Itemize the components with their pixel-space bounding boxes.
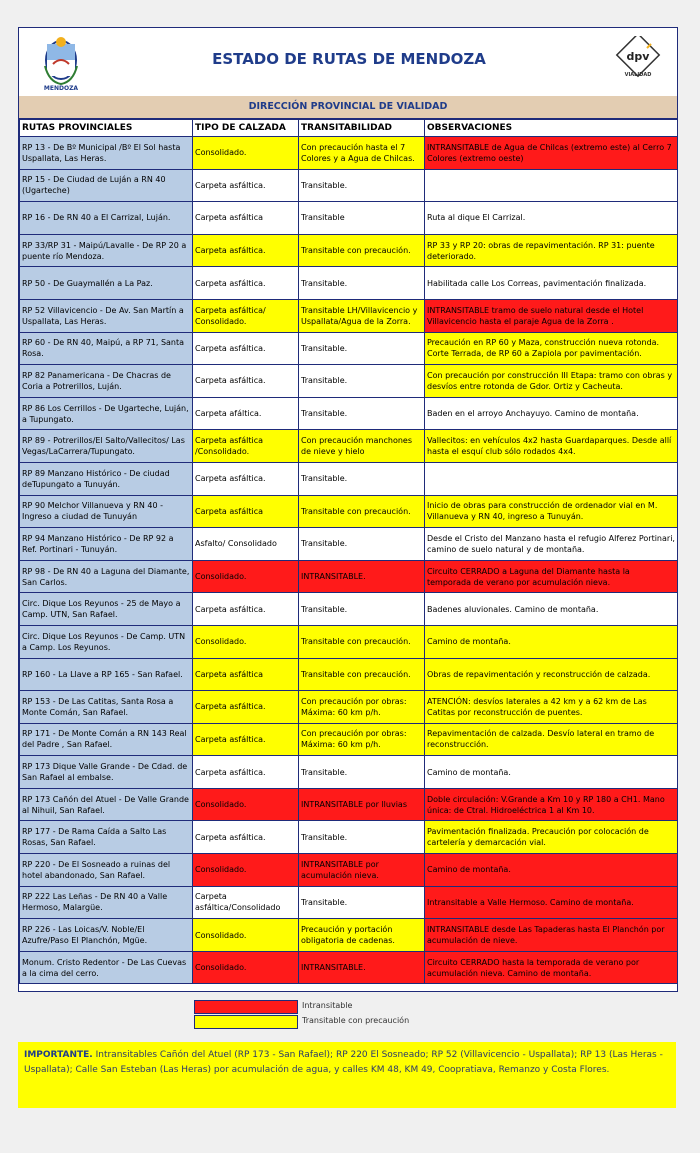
column-header-observaciones: OBSERVACIONES (425, 120, 678, 137)
table-row (20, 886, 678, 919)
route-name-cell: RP 220 - De El Sosneado a ruinas del hotel abandonado, San Rafael. (20, 854, 193, 887)
surface-type-cell: Carpeta asfáltica. (193, 332, 299, 365)
transitability-cell: Transitable. (299, 332, 425, 365)
table-row (20, 593, 678, 626)
route-name-cell: RP 98 - De RN 40 a Laguna del Diamante, San Carlos. (20, 560, 193, 593)
observations-cell: Ruta al dique El Carrizal. (425, 202, 678, 235)
table-row (20, 462, 678, 495)
table-row (20, 365, 678, 398)
route-name-cell: RP 173 Dique Valle Grande - De Cdad. de San Rafael al embalse. (20, 756, 193, 789)
transitability-cell: Transitable. (299, 528, 425, 561)
surface-type-cell: Carpeta asfáltica/Consolidado (193, 886, 299, 919)
observations-cell: Badenes aluvionales. Camino de montaña. (425, 593, 678, 626)
surface-type-cell: Consolidado. (193, 951, 299, 984)
surface-type-cell: Carpeta asfáltica. (193, 593, 299, 626)
transitability-cell: Con precaución por obras: Máxima: 60 km p/h. (299, 691, 425, 724)
observations-cell: Habilitada calle Los Correas, pavimentación finalizada. (425, 267, 678, 300)
transitability-cell: INTRANSITABLE. (299, 951, 425, 984)
mendoza-logo-label: MENDOZA (43, 85, 79, 92)
agency-subheader: DIRECCIÓN PROVINCIAL DE VIALIDAD (19, 96, 677, 119)
transitability-cell: INTRANSITABLE por acumulación nieva. (299, 854, 425, 887)
route-name-cell: RP 50 - De Guaymallén a La Paz. (20, 267, 193, 300)
table-row (20, 625, 678, 658)
table-row (20, 821, 678, 854)
observations-cell: Repavimentación de calzada. Desvío lateral en tramo de reconstrucción. (425, 723, 678, 756)
surface-type-cell: Carpeta asfáltica. (193, 365, 299, 398)
transitability-cell: Transitable. (299, 886, 425, 919)
observations-cell (425, 462, 678, 495)
route-name-cell: RP 33/RP 31 - Maipú/Lavalle - De RP 20 a puente río Mendoza. (20, 234, 193, 267)
transitability-cell: Transitable. (299, 365, 425, 398)
column-header-rutas: RUTAS PROVINCIALES (20, 120, 193, 137)
surface-type-cell: Carpeta asfáltica. (193, 756, 299, 789)
legend-swatch-precaucion (194, 1015, 298, 1029)
observations-cell: Camino de montaña. (425, 854, 678, 887)
important-note-text: Intransitables Cañón del Atuel (RP 173 - San Rafael); RP 220 El Sosneado; RP 52 (Villavicencio - Uspallata); RP 13 (Las Heras - Uspallata); Calle San Esteban (Las Heras) por acumulación de agua, y calles KM 48, KM 49, Coopratiava, Remanzo y Costa Flores. (24, 1050, 663, 1075)
route-status-document (18, 27, 678, 992)
table-row (20, 299, 678, 332)
table-row (20, 169, 678, 202)
table-row (20, 560, 678, 593)
observations-cell: Baden en el arroyo Anchayuyo. Camino de montaña. (425, 397, 678, 430)
route-name-cell: RP 173 Cañón del Atuel - De Valle Grande al Nihuil, San Rafael. (20, 788, 193, 821)
route-name-cell: RP 160 - La Llave a RP 165 - San Rafael. (20, 658, 193, 691)
important-note-lead: IMPORTANTE. (24, 1050, 93, 1060)
surface-type-cell: Carpeta asfáltica/ Consolidado. (193, 299, 299, 332)
observations-cell: Precaución en RP 60 y Maza, construcción nueva rotonda. Corte Terrada, de RP 60 a Zapiola por pavimentación. (425, 332, 678, 365)
table-row (20, 202, 678, 235)
route-name-cell: Monum. Cristo Redentor - De Las Cuevas a la cima del cerro. (20, 951, 193, 984)
surface-type-cell: Consolidado. (193, 788, 299, 821)
observations-cell: Pavimentación finalizada. Precaución por colocación de cartelería y demarcación vial. (425, 821, 678, 854)
column-header-transitabilidad: TRANSITABILIDAD (299, 120, 425, 137)
route-name-cell: Circ. Dique Los Reyunos - 25 de Mayo a Camp. UTN, San Rafael. (20, 593, 193, 626)
transitability-cell: Transitable. (299, 756, 425, 789)
transitability-cell: INTRANSITABLE por lluvias (299, 788, 425, 821)
transitability-cell: Transitable (299, 202, 425, 235)
route-name-cell: RP 222 Las Leñas - De RN 40 a Valle Hermoso, Malargüe. (20, 886, 193, 919)
route-name-cell: RP 16 - De RN 40 a El Carrizal, Luján. (20, 202, 193, 235)
observations-cell: Circuito CERRADO a Laguna del Diamante hasta la temporada de verano por acumulación nieva. (425, 560, 678, 593)
surface-type-cell: Carpeta asfáltica (193, 658, 299, 691)
table-row (20, 528, 678, 561)
route-name-cell: RP 89 Manzano Histórico - De ciudad deTupungato a Tunuyán. (20, 462, 193, 495)
table-row (20, 723, 678, 756)
transitability-cell: Transitable. (299, 397, 425, 430)
observations-cell: ATENCIÓN: desvíos laterales a 42 km y a 62 km de Las Catitas por reconstrucción de puentes. (425, 691, 678, 724)
column-header-calzada: TIPO DE CALZADA (193, 120, 299, 137)
dpv-logo-label: VIALIDAD (624, 72, 652, 78)
observations-cell: Camino de montaña. (425, 756, 678, 789)
table-row (20, 756, 678, 789)
table-row (20, 332, 678, 365)
route-name-cell: RP 177 - De Rama Caída a Salto Las Rosas, San Rafael. (20, 821, 193, 854)
routes-table-body (20, 137, 678, 984)
table-row (20, 267, 678, 300)
transitability-cell: Transitable con precaución. (299, 658, 425, 691)
route-name-cell: RP 171 - De Monte Comán a RN 143 Real del Padre , San Rafael. (20, 723, 193, 756)
observations-cell: INTRANSITABLE desde Las Tapaderas hasta El Planchón por acumulación de nieve. (425, 919, 678, 952)
observations-cell: RP 33 y RP 20: obras de repavimentación. RP 31: puente deteriorado. (425, 234, 678, 267)
surface-type-cell: Carpeta asfáltica. (193, 267, 299, 300)
status-legend (194, 1000, 494, 1030)
surface-type-cell: Carpeta asfáltica. (193, 169, 299, 202)
route-name-cell: RP 86 Los Cerrillos - De Ugarteche, Luján, a Tupungato. (20, 397, 193, 430)
surface-type-cell: Carpeta asfáltica. (193, 234, 299, 267)
surface-type-cell: Consolidado. (193, 625, 299, 658)
transitability-cell: Transitable. (299, 821, 425, 854)
surface-type-cell: Consolidado. (193, 919, 299, 952)
route-name-cell: RP 60 - De RN 40, Maipú, a RP 71, Santa Rosa. (20, 332, 193, 365)
transitability-cell: Transitable con precaución. (299, 495, 425, 528)
svg-text:dpv: dpv (626, 50, 650, 63)
table-row (20, 430, 678, 463)
surface-type-cell: Carpeta asfáltica. (193, 462, 299, 495)
transitability-cell: Transitable. (299, 267, 425, 300)
surface-type-cell: Consolidado. (193, 137, 299, 170)
table-row (20, 691, 678, 724)
transitability-cell: Transitable con precaución. (299, 234, 425, 267)
transitability-cell: Con precaución por obras: Máxima: 60 km p/h. (299, 723, 425, 756)
observations-cell: Obras de repavimentación y reconstrucción de calzada. (425, 658, 678, 691)
transitability-cell: INTRANSITABLE. (299, 560, 425, 593)
table-row (20, 658, 678, 691)
transitability-cell: Con precaución manchones de nieve y hielo (299, 430, 425, 463)
route-name-cell: Circ. Dique Los Reyunos - De Camp. UTN a Camp. Los Reyunos. (20, 625, 193, 658)
dpv-vialidad-logo-icon (613, 36, 663, 88)
route-name-cell: RP 90 Melchor Villanueva y RN 40 - Ingreso a ciudad de Tunuyán (20, 495, 193, 528)
surface-type-cell: Asfalto/ Consolidado (193, 528, 299, 561)
observations-cell: Vallecitos: en vehículos 4x2 hasta Guardaparques. Desde allí hasta el esquí club sólo rodados 4x4. (425, 430, 678, 463)
surface-type-cell: Consolidado. (193, 560, 299, 593)
route-name-cell: RP 15 - De Ciudad de Luján a RN 40 (Ugarteche) (20, 169, 193, 202)
table-row (20, 495, 678, 528)
important-note (18, 1042, 676, 1108)
transitability-cell: Precaución y portación obligatoria de cadenas. (299, 919, 425, 952)
transitability-cell: Transitable LH/Villavicencio y Uspallata/Agua de la Zorra. (299, 299, 425, 332)
surface-type-cell: Carpeta asfáltica. (193, 723, 299, 756)
transitability-cell: Transitable. (299, 169, 425, 202)
route-name-cell: RP 13 - De Bº Municipal /Bº El Sol hasta Uspallata, Las Heras. (20, 137, 193, 170)
observations-cell: Circuito CERRADO hasta la temporada de verano por acumulación nieva. Camino de montaña. (425, 951, 678, 984)
route-name-cell: RP 226 - Las Loicas/V. Noble/El Azufre/Paso El Planchón, Mgüe. (20, 919, 193, 952)
observations-cell: Con precaución por construcción III Etapa: tramo con obras y desvíos entre rotonda de Gdor. Ortiz y Cacheuta. (425, 365, 678, 398)
route-name-cell: RP 89 - Potrerillos/El Salto/Vallecitos/ Las Vegas/LaCarrera/Tupungato. (20, 430, 193, 463)
route-name-cell: RP 153 - De Las Catitas, Santa Rosa a Monte Comán, San Rafael. (20, 691, 193, 724)
observations-cell: Inicio de obras para construcción de ordenador vial en M. Villanueva y RN 40, ingreso a Tunuyán. (425, 495, 678, 528)
table-header-row (20, 120, 678, 137)
transitability-cell: Transitable. (299, 462, 425, 495)
surface-type-cell: Carpeta afáltica. (193, 397, 299, 430)
legend-label-intransitable: Intransitable (302, 1001, 353, 1010)
table-row (20, 137, 678, 170)
legend-swatch-intransitable (194, 1000, 298, 1014)
legend-label-precaucion: Transitable con precaución (302, 1016, 410, 1025)
table-row (20, 854, 678, 887)
surface-type-cell: Carpeta asfáltica /Consolidado. (193, 430, 299, 463)
transitability-cell: Transitable. (299, 593, 425, 626)
routes-table (19, 119, 678, 984)
legend-item-precaucion (194, 1015, 494, 1030)
observations-cell: Desde el Cristo del Manzano hasta el refugio Alferez Portinari, camino de suelo natural y de montaña. (425, 528, 678, 561)
observations-cell: Doble circulación: V.Grande a Km 10 y RP 180 a CH1. Mano única: de Ctral. Hidroeléctrica 1 al Km 10. (425, 788, 678, 821)
table-row (20, 951, 678, 984)
observations-cell: INTRANSITABLE de Agua de Chilcas (extremo este) al Cerro 7 Colores (extremo oeste) (425, 137, 678, 170)
route-name-cell: RP 94 Manzano Histórico - De RP 92 a Ref. Portinari - Tunuyán. (20, 528, 193, 561)
observations-cell: Camino de montaña. (425, 625, 678, 658)
legend-item-intransitable (194, 1000, 494, 1015)
surface-type-cell: Carpeta asfáltica (193, 202, 299, 235)
observations-cell: Intransitable a Valle Hermoso. Camino de montaña. (425, 886, 678, 919)
transitability-cell: Transitable con precaución. (299, 625, 425, 658)
surface-type-cell: Consolidado. (193, 854, 299, 887)
page-title: ESTADO DE RUTAS DE MENDOZA (212, 50, 486, 68)
mendoza-coat-of-arms-icon (39, 36, 83, 92)
table-row (20, 788, 678, 821)
table-row (20, 234, 678, 267)
route-name-cell: RP 52 Villavicencio - De Av. San Martín a Uspallata, Las Heras. (20, 299, 193, 332)
observations-cell: INTRANSITABLE tramo de suelo natural desde el Hotel Villavicencio hasta el paraje Agua de la Zorra . (425, 299, 678, 332)
document-header (19, 28, 677, 96)
surface-type-cell: Carpeta asfáltica. (193, 821, 299, 854)
table-row (20, 919, 678, 952)
route-name-cell: RP 82 Panamericana - De Chacras de Coria a Potrerillos, Luján. (20, 365, 193, 398)
observations-cell (425, 169, 678, 202)
table-row (20, 397, 678, 430)
surface-type-cell: Carpeta asfáltica. (193, 691, 299, 724)
surface-type-cell: Carpeta asfáltica (193, 495, 299, 528)
transitability-cell: Con precaución hasta el 7 Colores y a Agua de Chilcas. (299, 137, 425, 170)
